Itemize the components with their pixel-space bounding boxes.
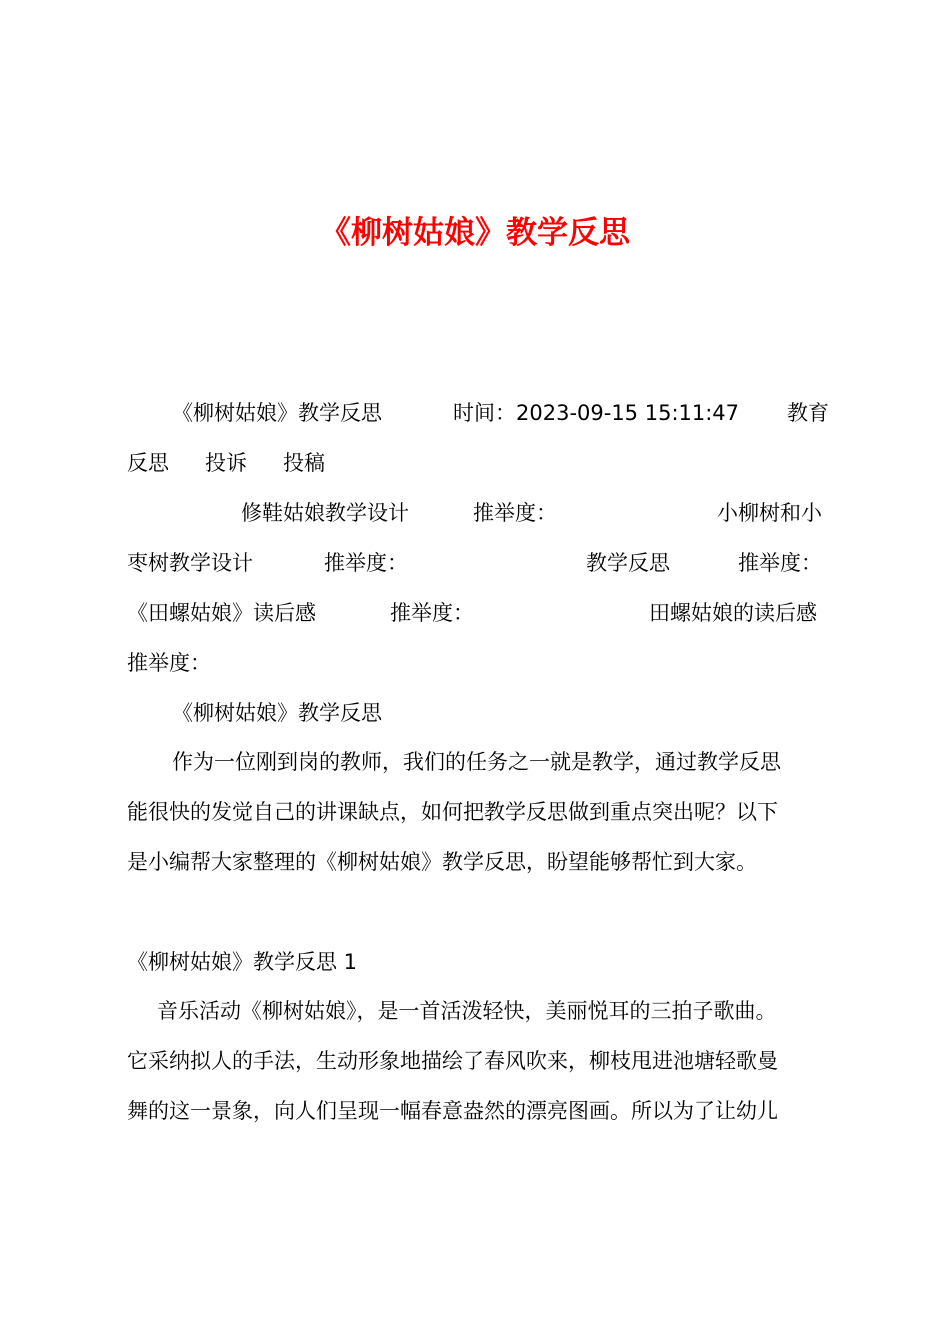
paragraph-text: 作为一位刚到岗的教师，我们的任务之一就是教学，通过教学反思 (172, 750, 781, 774)
recommend-label: 推举度： (738, 551, 822, 575)
related-link[interactable]: 《田螺姑娘》读后感 (127, 601, 316, 625)
paragraph-text: 舞的这一景象，向人们呈现一幅春意盎然的漂亮图画。所以为了让幼儿 (127, 1099, 778, 1123)
document-title: 《柳树姑娘》教学反思 (320, 215, 630, 251)
paragraph-text: 是小编帮大家整理的《柳树姑娘》教学反思，盼望能够帮忙到大家。 (127, 850, 757, 874)
related-link[interactable]: 小柳树和小 (717, 501, 822, 525)
publish-time: 时间：2023-09-15 15:11:47 (453, 401, 740, 425)
paragraph-text: 它采纳拟人的手法，生动形象地描绘了春风吹来，柳枝甩进池塘轻歌曼 (127, 1049, 778, 1073)
paragraph-text: 能很快的发觉自己的讲课缺点，如何把教学反思做到重点突出呢？以下 (127, 800, 778, 824)
recommend-label: 推举度： (324, 551, 408, 575)
related-link[interactable]: 教学反思 (586, 551, 670, 575)
related-link[interactable]: 枣树教学设计 (127, 551, 253, 575)
paragraph-text: 音乐活动《柳树姑娘》，是一首活泼轻快，美丽悦耳的三拍子歌曲。 (157, 999, 777, 1023)
category-link-cont[interactable]: 反思 (127, 451, 169, 475)
section-heading: 《柳树姑娘》教学反思 1 (127, 950, 358, 974)
recommend-label: 推举度： (390, 601, 474, 625)
article-subtitle: 《柳树姑娘》教学反思 (172, 701, 382, 725)
complaint-link[interactable]: 投诉 (205, 451, 247, 475)
recommend-label: 推举度： (127, 651, 211, 675)
article-title: 《柳树姑娘》教学反思 (172, 401, 382, 425)
related-link[interactable]: 修鞋姑娘教学设计 (241, 501, 409, 525)
submit-link[interactable]: 投稿 (283, 451, 325, 475)
related-link[interactable]: 田螺姑娘的读后感 (649, 601, 817, 625)
category-link[interactable]: 教育 (787, 401, 829, 425)
recommend-label: 推举度： (473, 501, 557, 525)
